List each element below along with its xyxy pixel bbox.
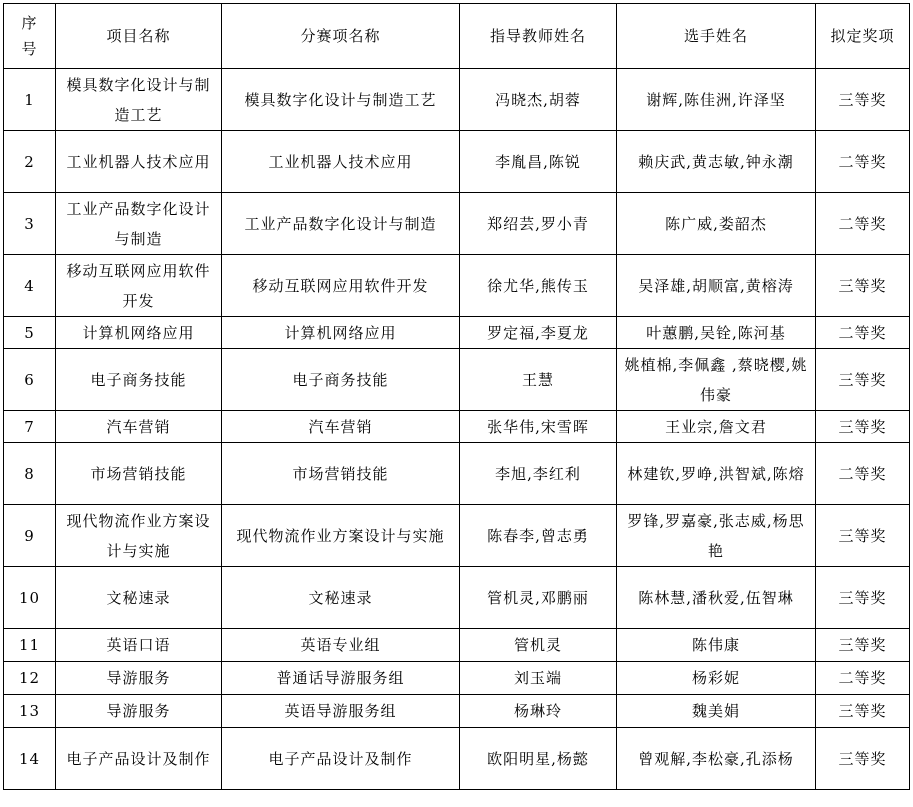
cell-sub-event: 市场营销技能: [222, 443, 460, 505]
cell-teacher: 张华伟,宋雪晖: [460, 411, 617, 443]
table-header: [4, 4, 910, 69]
cell-sub-event: 英语专业组: [222, 629, 460, 662]
cell-project: 导游服务: [56, 695, 222, 728]
header-project: 项目名称: [56, 4, 222, 69]
table-row: [4, 131, 910, 193]
cell-award: 三等奖: [816, 411, 910, 443]
table-row: [4, 728, 910, 790]
cell-sub-event: 工业产品数字化设计与制造: [222, 193, 460, 255]
cell-players: 谢辉,陈佳洲,许泽坚: [617, 69, 816, 131]
cell-seq: 3: [4, 193, 56, 255]
table-row: [4, 349, 910, 411]
cell-award: 三等奖: [816, 505, 910, 567]
cell-seq: 5: [4, 317, 56, 349]
cell-project: 汽车营销: [56, 411, 222, 443]
cell-teacher: 杨琳玲: [460, 695, 617, 728]
cell-sub-event: 移动互联网应用软件开发: [222, 255, 460, 317]
cell-project: 工业产品数字化设计与制造: [56, 193, 222, 255]
cell-teacher: 李胤昌,陈锐: [460, 131, 617, 193]
table-row: [4, 255, 910, 317]
table-row: [4, 629, 910, 662]
table-row: [4, 695, 910, 728]
table-row: [4, 443, 910, 505]
cell-seq: 2: [4, 131, 56, 193]
table-row: [4, 411, 910, 443]
cell-sub-event: 电子商务技能: [222, 349, 460, 411]
cell-project: 英语口语: [56, 629, 222, 662]
cell-players: 赖庆武,黄志敏,钟永潮: [617, 131, 816, 193]
header-sub-event: 分赛项名称: [222, 4, 460, 69]
table-row: [4, 317, 910, 349]
cell-sub-event: 普通话导游服务组: [222, 662, 460, 695]
cell-award: 三等奖: [816, 629, 910, 662]
cell-project: 工业机器人技术应用: [56, 131, 222, 193]
cell-teacher: 徐尤华,熊传玉: [460, 255, 617, 317]
cell-teacher: 王慧: [460, 349, 617, 411]
cell-award: 二等奖: [816, 131, 910, 193]
cell-award: 三等奖: [816, 695, 910, 728]
cell-seq: 8: [4, 443, 56, 505]
cell-award: 三等奖: [816, 255, 910, 317]
cell-teacher: 郑绍芸,罗小青: [460, 193, 617, 255]
cell-players: 杨彩妮: [617, 662, 816, 695]
cell-players: 陈伟康: [617, 629, 816, 662]
cell-players: 王业宗,詹文君: [617, 411, 816, 443]
cell-players: 林建钦,罗峥,洪智斌,陈熔: [617, 443, 816, 505]
cell-sub-event: 现代物流作业方案设计与实施: [222, 505, 460, 567]
cell-award: 二等奖: [816, 317, 910, 349]
cell-project: 计算机网络应用: [56, 317, 222, 349]
table-row: [4, 662, 910, 695]
cell-seq: 6: [4, 349, 56, 411]
cell-award: 三等奖: [816, 728, 910, 790]
cell-sub-event: 电子产品设计及制作: [222, 728, 460, 790]
header-teacher: 指导教师姓名: [460, 4, 617, 69]
cell-players: 叶蕙鹏,吴铨,陈河基: [617, 317, 816, 349]
cell-seq: 9: [4, 505, 56, 567]
cell-sub-event: 英语导游服务组: [222, 695, 460, 728]
cell-seq: 10: [4, 567, 56, 629]
cell-seq: 14: [4, 728, 56, 790]
cell-teacher: 刘玉端: [460, 662, 617, 695]
cell-project: 市场营销技能: [56, 443, 222, 505]
cell-project: 电子产品设计及制作: [56, 728, 222, 790]
cell-project: 导游服务: [56, 662, 222, 695]
cell-project: 移动互联网应用软件开发: [56, 255, 222, 317]
header-seq-bottom: 号: [21, 40, 38, 58]
cell-seq: 1: [4, 69, 56, 131]
header-seq-top: 序: [21, 14, 38, 32]
cell-players: 罗锋,罗嘉豪,张志威,杨思艳: [617, 505, 816, 567]
cell-award: 二等奖: [816, 443, 910, 505]
cell-teacher: 欧阳明星,杨懿: [460, 728, 617, 790]
cell-sub-event: 文秘速录: [222, 567, 460, 629]
cell-teacher: 陈春李,曾志勇: [460, 505, 617, 567]
cell-award: 三等奖: [816, 69, 910, 131]
header-row: [4, 4, 910, 69]
awards-table: [3, 3, 910, 790]
cell-award: 二等奖: [816, 193, 910, 255]
header-players: 选手姓名: [617, 4, 816, 69]
cell-sub-event: 计算机网络应用: [222, 317, 460, 349]
cell-players: 魏美娟: [617, 695, 816, 728]
cell-sub-event: 汽车营销: [222, 411, 460, 443]
table-row: [4, 69, 910, 131]
table-row: [4, 505, 910, 567]
cell-teacher: 冯晓杰,胡蓉: [460, 69, 617, 131]
cell-players: 陈林慧,潘秋爱,伍智琳: [617, 567, 816, 629]
cell-seq: 13: [4, 695, 56, 728]
cell-project: 文秘速录: [56, 567, 222, 629]
cell-seq: 4: [4, 255, 56, 317]
cell-seq: 7: [4, 411, 56, 443]
cell-award: 三等奖: [816, 349, 910, 411]
header-award: 拟定奖项: [816, 4, 910, 69]
cell-award: 三等奖: [816, 567, 910, 629]
cell-award: 二等奖: [816, 662, 910, 695]
header-seq: [4, 4, 56, 69]
cell-players: 姚植棉,李佩鑫 ,蔡晓樱,姚伟豪: [617, 349, 816, 411]
cell-teacher: 管机灵,邓鹏丽: [460, 567, 617, 629]
cell-sub-event: 工业机器人技术应用: [222, 131, 460, 193]
cell-teacher: 李旭,李红利: [460, 443, 617, 505]
cell-players: 吴泽雄,胡顺富,黄榕涛: [617, 255, 816, 317]
cell-project: 现代物流作业方案设计与实施: [56, 505, 222, 567]
table-row: [4, 567, 910, 629]
table-row: [4, 193, 910, 255]
cell-project: 电子商务技能: [56, 349, 222, 411]
cell-teacher: 管机灵: [460, 629, 617, 662]
cell-seq: 12: [4, 662, 56, 695]
cell-seq: 11: [4, 629, 56, 662]
cell-players: 陈广威,娄韶杰: [617, 193, 816, 255]
cell-teacher: 罗定福,李夏龙: [460, 317, 617, 349]
cell-sub-event: 模具数字化设计与制造工艺: [222, 69, 460, 131]
cell-project: 模具数字化设计与制造工艺: [56, 69, 222, 131]
cell-players: 曾观解,李松豪,孔添杨: [617, 728, 816, 790]
table-body: [4, 69, 910, 790]
